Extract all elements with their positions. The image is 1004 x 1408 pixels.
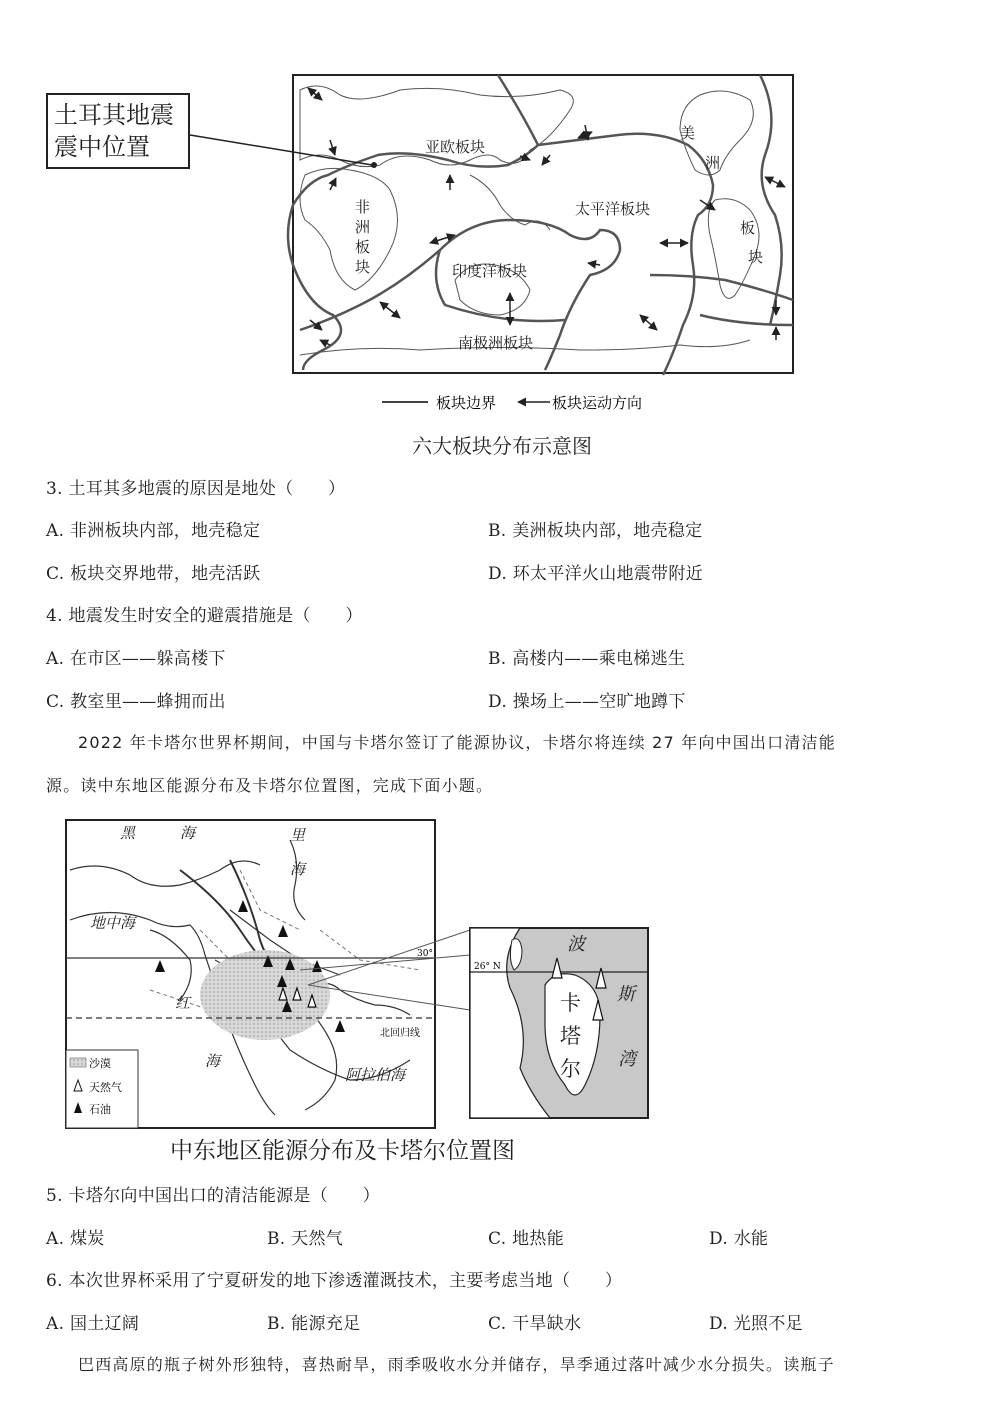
q5-option-d[interactable]: D. 水能 xyxy=(709,1229,769,1249)
q6-option-a[interactable]: A. 国土辽阔 xyxy=(46,1314,140,1334)
q3-option-b[interactable]: B. 美洲板块内部，地壳稳定 xyxy=(488,521,703,541)
label-american-4: 块 xyxy=(748,248,764,266)
mideast-map-caption: 中东地区能源分布及卡塔尔位置图 xyxy=(170,1138,515,1164)
label-pacific: 太平洋板块 xyxy=(575,200,651,218)
label-african-3: 板 xyxy=(355,238,371,256)
label-black-sea-1: 黑 xyxy=(120,824,136,842)
tropic-label: 北回归线 xyxy=(380,1028,420,1039)
label-arabian-sea: 阿拉伯海 xyxy=(345,1066,406,1084)
plate-map xyxy=(0,0,1004,460)
outro-line-1: 巴西高原的瓶子树外形独特，喜热耐旱，雨季吸收水分并储存，旱季通过落叶减少水分损失。读瓶子 xyxy=(78,1355,835,1374)
label-caspian-2: 海 xyxy=(290,860,306,878)
label-african-2: 洲 xyxy=(355,218,371,236)
label-red-sea-2: 海 xyxy=(205,1052,221,1070)
q3-option-c[interactable]: C. 板块交界地带，地壳活跃 xyxy=(46,564,261,584)
q4-option-d[interactable]: D. 操场上——空旷地蹲下 xyxy=(488,692,686,712)
legend-boundary-text: 板块边界 xyxy=(436,394,497,412)
label-eurasian: 亚欧板块 xyxy=(425,138,486,156)
label-gulf-3: 湾 xyxy=(618,1049,636,1070)
label-qatar-1: 卡 xyxy=(560,991,581,1015)
lat-30-label: 30° xyxy=(417,949,433,959)
epicenter-dot xyxy=(371,162,377,168)
label-mediterranean: 地中海 xyxy=(90,914,136,932)
mideast-map xyxy=(0,810,1004,1170)
q6-option-b[interactable]: B. 能源充足 xyxy=(267,1314,361,1334)
q4-option-a[interactable]: A. 在市区——躲高楼下 xyxy=(46,649,226,669)
label-american-1: 美 xyxy=(680,124,696,142)
q4-option-c[interactable]: C. 教室里——蜂拥而出 xyxy=(46,692,226,712)
q3-option-a[interactable]: A. 非洲板块内部，地壳稳定 xyxy=(46,521,261,541)
q5-option-c[interactable]: C. 地热能 xyxy=(488,1229,565,1249)
legend-desert-swatch xyxy=(70,1058,86,1067)
label-qatar-3: 尔 xyxy=(560,1057,581,1081)
label-caspian-1: 里 xyxy=(290,826,306,844)
legend-desert-text: 沙漠 xyxy=(89,1057,111,1070)
q4-stem: 4. 地震发生时安全的避震措施是（ ） xyxy=(46,606,363,626)
label-gulf-1: 波 xyxy=(567,934,585,955)
label-black-sea-2: 海 xyxy=(180,824,196,842)
q5-option-b[interactable]: B. 天然气 xyxy=(267,1229,344,1249)
intro-line-1: 2022 年卡塔尔世界杯期间，中国与卡塔尔签订了能源协议，卡塔尔将连续 27 年向中国出口清洁能 xyxy=(78,733,836,752)
callout-line-1: 土耳其地震 xyxy=(54,101,174,129)
label-indian: 印度洋板块 xyxy=(452,262,528,280)
label-qatar-2: 塔 xyxy=(560,1024,581,1048)
label-american-3: 板 xyxy=(740,219,756,237)
q5-option-a[interactable]: A. 煤炭 xyxy=(46,1229,105,1249)
q3-option-d[interactable]: D. 环太平洋火山地震带附近 xyxy=(488,564,704,584)
label-american-2: 洲 xyxy=(705,154,721,172)
legend-oil-text: 石油 xyxy=(89,1103,111,1116)
q4-option-b[interactable]: B. 高楼内——乘电梯逃生 xyxy=(488,649,686,669)
q3-stem: 3. 土耳其多地震的原因是地处（ ） xyxy=(46,479,346,499)
label-red-sea-1: 红 xyxy=(175,994,191,1012)
label-antarctic: 南极洲板块 xyxy=(458,334,534,352)
epicenter-callout xyxy=(46,93,190,169)
legend-motion-text: 板块运动方向 xyxy=(552,394,643,412)
legend-gas-text: 天然气 xyxy=(89,1081,122,1094)
label-gulf-2: 斯 xyxy=(617,984,635,1005)
plate-map-caption: 六大板块分布示意图 xyxy=(412,434,592,458)
q6-option-c[interactable]: C. 干旱缺水 xyxy=(488,1314,582,1334)
q6-option-d[interactable]: D. 光照不足 xyxy=(709,1314,803,1334)
intro-line-2: 源。读中东地区能源分布及卡塔尔位置图，完成下面小题。 xyxy=(46,776,494,795)
label-african-4: 块 xyxy=(355,258,371,276)
q6-stem: 6. 本次世界杯采用了宁夏研发的地下渗透灌溉技术，主要考虑当地（ ） xyxy=(46,1271,623,1291)
callout-line-2: 震中位置 xyxy=(54,133,150,161)
label-african-1: 非 xyxy=(355,198,371,216)
q5-stem: 5. 卡塔尔向中国出口的清洁能源是（ ） xyxy=(46,1186,380,1206)
inset-lat-label: 26° N xyxy=(474,962,501,972)
